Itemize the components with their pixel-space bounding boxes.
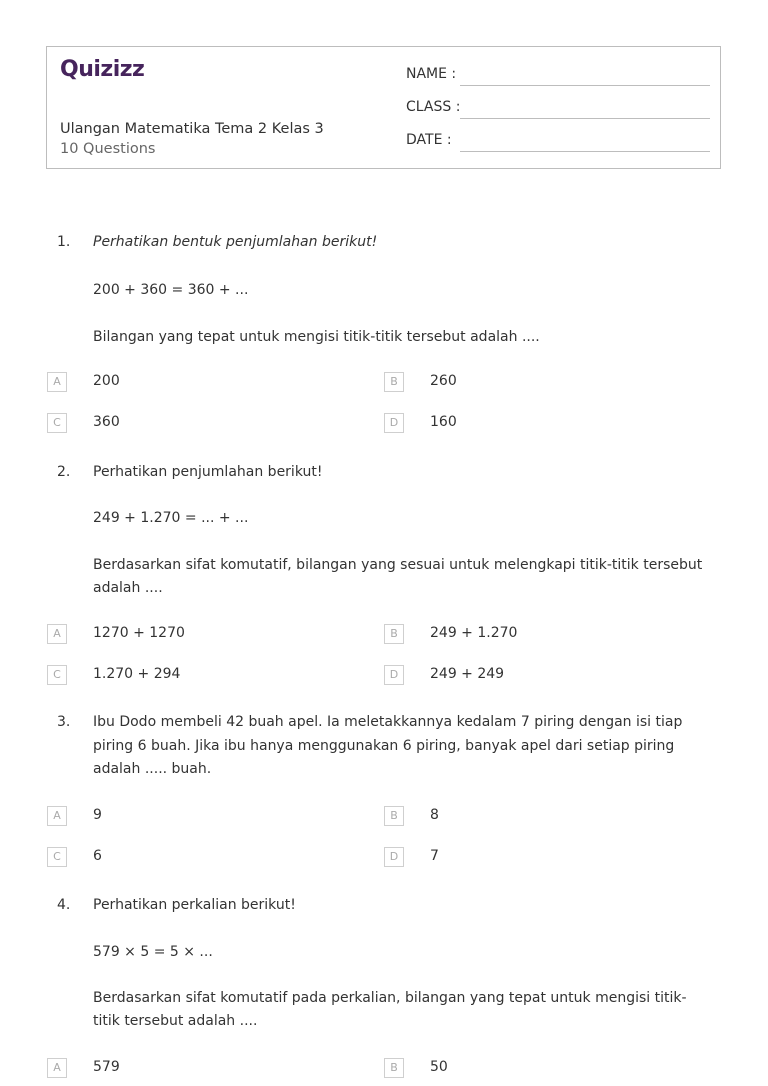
option-letter: D — [384, 413, 404, 433]
question-count: 10 Questions — [60, 141, 156, 157]
option-letter: D — [384, 847, 404, 867]
option-letter: A — [47, 372, 67, 392]
question-text: Bilangan yang tepat untuk mengisi titik-titik tersebut adalah .... — [93, 329, 540, 345]
option-letter: A — [47, 806, 67, 826]
option-letter: C — [47, 847, 67, 867]
option-text: 8 — [430, 807, 439, 823]
option-text: 6 — [93, 848, 102, 864]
question-number: 2. — [57, 464, 71, 480]
question-number: 1. — [57, 234, 71, 250]
question-text: Perhatikan penjumlahan berikut! — [93, 464, 323, 480]
option-text: 200 — [93, 373, 120, 389]
option-letter: A — [47, 624, 67, 644]
option-text: 249 + 249 — [430, 666, 505, 682]
option-text: 1270 + 1270 — [93, 625, 185, 641]
option-text: 360 — [93, 414, 120, 430]
option-letter: D — [384, 665, 404, 685]
option-text: 160 — [430, 414, 457, 430]
option-letter: A — [47, 1058, 67, 1078]
class-label: CLASS : — [406, 99, 461, 115]
question-text: Perhatikan perkalian berikut! — [93, 897, 296, 913]
option-text: 260 — [430, 373, 457, 389]
name-field[interactable] — [406, 66, 710, 86]
option-text: 249 + 1.270 — [430, 625, 518, 641]
name-line — [460, 85, 710, 86]
question-text: adalah ..... buah. — [93, 761, 212, 777]
question-text: Ibu Dodo membeli 42 buah apel. Ia meletakkannya kedalam 7 piring dengan isi tiap — [93, 714, 683, 730]
quiz-title: Ulangan Matematika Tema 2 Kelas 3 — [60, 121, 324, 137]
option-text: 9 — [93, 807, 102, 823]
option-text: 7 — [430, 848, 439, 864]
option-letter: B — [384, 372, 404, 392]
question-text: piring 6 buah. Jika ibu hanya menggunakan 6 piring, banyak apel dari setiap piring — [93, 738, 675, 754]
question-text: titik tersebut adalah .... — [93, 1013, 258, 1029]
date-line — [460, 151, 710, 152]
question-text: 579 × 5 = 5 × ... — [93, 944, 213, 960]
name-label: NAME : — [406, 66, 457, 82]
question-text: 249 + 1.270 = ... + ... — [93, 510, 249, 526]
option-letter: C — [47, 665, 67, 685]
option-text: 1.270 + 294 — [93, 666, 181, 682]
class-field[interactable] — [406, 99, 710, 119]
question-number: 4. — [57, 897, 71, 913]
option-letter: C — [47, 413, 67, 433]
question-text: Berdasarkan sifat komutatif pada perkalian, bilangan yang tepat untuk mengisi titik- — [93, 990, 687, 1006]
quizizz-logo: Quizizz — [60, 57, 145, 82]
question-number: 3. — [57, 714, 71, 730]
date-label: DATE : — [406, 132, 452, 148]
option-text: 50 — [430, 1059, 448, 1075]
option-letter: B — [384, 624, 404, 644]
question-text: Berdasarkan sifat komutatif, bilangan yang sesuai untuk melengkapi titik-titik tersebut — [93, 557, 703, 573]
worksheet-header — [46, 46, 721, 169]
question-text: adalah .... — [93, 580, 163, 596]
question-text: 200 + 360 = 360 + ... — [93, 282, 249, 298]
class-line — [460, 118, 710, 119]
date-field[interactable] — [406, 132, 710, 152]
option-text: 579 — [93, 1059, 120, 1075]
option-letter: B — [384, 1058, 404, 1078]
question-text: Perhatikan bentuk penjumlahan berikut! — [93, 234, 378, 250]
option-letter: B — [384, 806, 404, 826]
